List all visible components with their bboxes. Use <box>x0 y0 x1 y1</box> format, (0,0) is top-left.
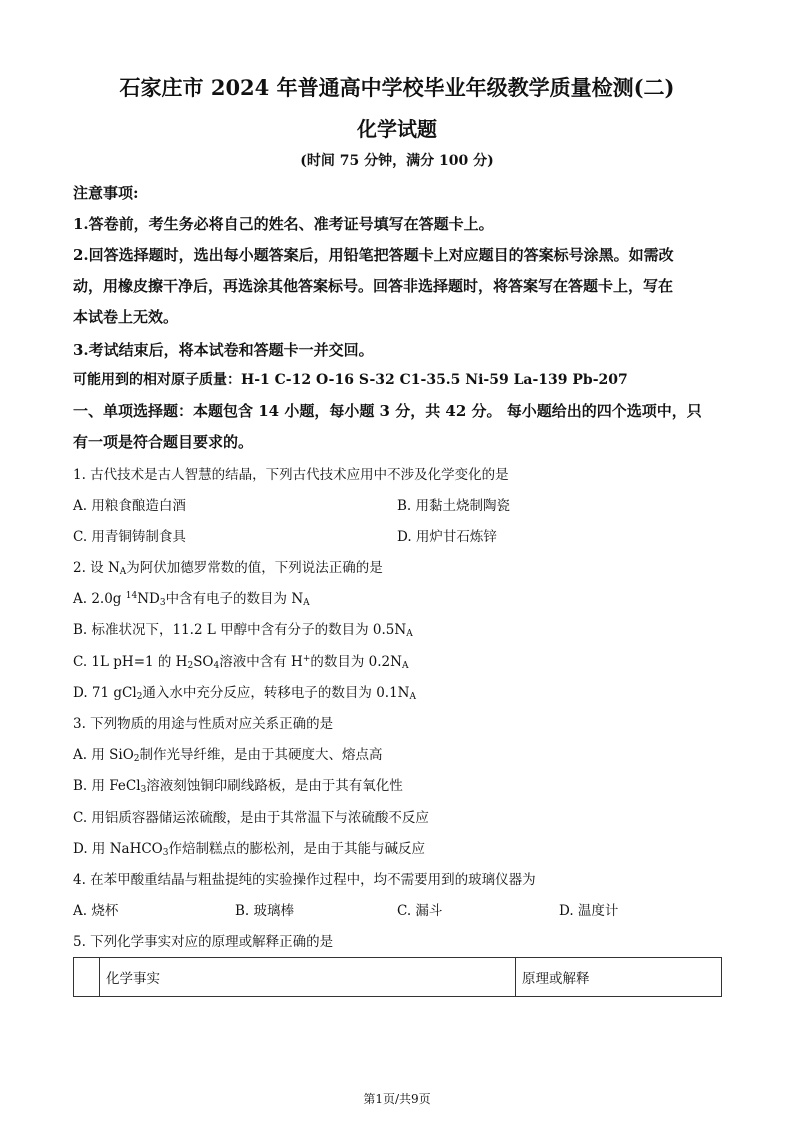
q1-option-b: B. 用黏土烧制陶瓷 <box>397 498 511 514</box>
q2-option-b: B. 标准状况下，11.2 L 甲醇中含有分子的数目为 $0.5N_A$ <box>73 622 413 639</box>
q4-option-d: D. 温度计 <box>559 903 619 919</box>
notice-item-3: 3.考试结束后，将本试卷和答题卡一并交回。 <box>73 341 374 359</box>
q5-table <box>73 957 722 997</box>
notice-item-2-line-2: 动，用橡皮擦干净后，再选涂其他答案标号。回答非选择题时，将答案写在答题卡上，写在 <box>73 277 674 295</box>
q2-option-d: D. 71 gCl$_2$通入水中充分反应，转移电子的数目为 $0.1N_A$ <box>73 685 416 702</box>
page-footer: 第1页/共9页 <box>363 1092 431 1106</box>
q3-option-b: B. 用 FeCl$_3$溶液刻蚀铜印刷线路板，是由于其有氧化性 <box>73 778 403 795</box>
section-1-line-2: 有一项是符合题目要求的。 <box>73 433 254 451</box>
table-cell-blank <box>74 958 100 997</box>
table-row <box>74 958 722 997</box>
q3-option-a: A. 用 SiO$_2$制作光导纤维，是由于其硬度大、熔点高 <box>73 747 383 764</box>
exam-title: 石家庄市 2024 年普通高中学校毕业年级教学质量检测(二) <box>119 75 675 100</box>
q3-option-c: C. 用铝质容器储运浓硫酸，是由于其常温下与浓硫酸不反应 <box>73 810 429 826</box>
q2-option-a: A. 2.0g $^{14}ND_3$中含有电子的数目为 $N_A$ <box>73 591 310 608</box>
q3-stem: 3. 下列物质的用途与性质对应关系正确的是 <box>73 716 334 732</box>
atomic-masses: 可能用到的相对原子质量：H-1 C-12 O-16 S-32 C1-35.5 Ni-59 La-139 Pb-207 <box>73 372 628 388</box>
q5-stem: 5. 下列化学事实对应的原理或解释正确的是 <box>73 934 334 950</box>
q2-stem: 2. 设 $N_A$为阿伏加德罗常数的值，下列说法正确的是 <box>73 560 383 577</box>
q4-option-b: B. 玻璃棒 <box>235 903 295 919</box>
q1-option-d: D. 用炉甘石炼锌 <box>397 529 497 545</box>
q1-option-a: A. 用粮食酿造白酒 <box>73 498 186 514</box>
q4-option-a: A. 烧杯 <box>73 903 119 919</box>
section-1-line-1: 一、单项选择题：本题包含 14 小题，每小题 3 分，共 42 分。 每小题给出的四个选项中，只 <box>73 402 702 420</box>
q2-option-c: C. 1L pH=1 的 $H_2SO_4$溶液中含有 H+的数目为 $0.2N_A$ <box>73 654 409 671</box>
q1-option-c: C. 用青铜铸制食具 <box>73 529 186 545</box>
q1-stem: 1. 古代技术是古人智慧的结晶，下列古代技术应用中不涉及化学变化的是 <box>73 467 509 483</box>
q4-option-c: C. 漏斗 <box>397 903 443 919</box>
time-note: (时间 75 分钟，满分 100 分) <box>300 153 494 169</box>
table-header-explanation: 原理或解释 <box>516 958 722 997</box>
notice-heading: 注意事项: <box>73 184 139 202</box>
q3-option-d: D. 用 NaHCO$_3$作焙制糕点的膨松剂，是由于其能与碱反应 <box>73 841 425 858</box>
subject-title: 化学试题 <box>357 117 437 141</box>
notice-item-2-line-3: 本试卷上无效。 <box>73 308 179 326</box>
notice-item-1: 1.答卷前，考生务必将自己的姓名、准考证号填写在答题卡上。 <box>73 215 494 233</box>
table-header-fact: 化学事实 <box>100 958 516 997</box>
q4-stem: 4. 在苯甲酸重结晶与粗盐提纯的实验操作过程中，均不需要用到的玻璃仪器为 <box>73 872 536 888</box>
notice-item-2-line-1: 2.回答选择题时，选出每小题答案后，用铅笔把答题卡上对应题目的答案标号涂黑。如需改 <box>73 246 674 264</box>
